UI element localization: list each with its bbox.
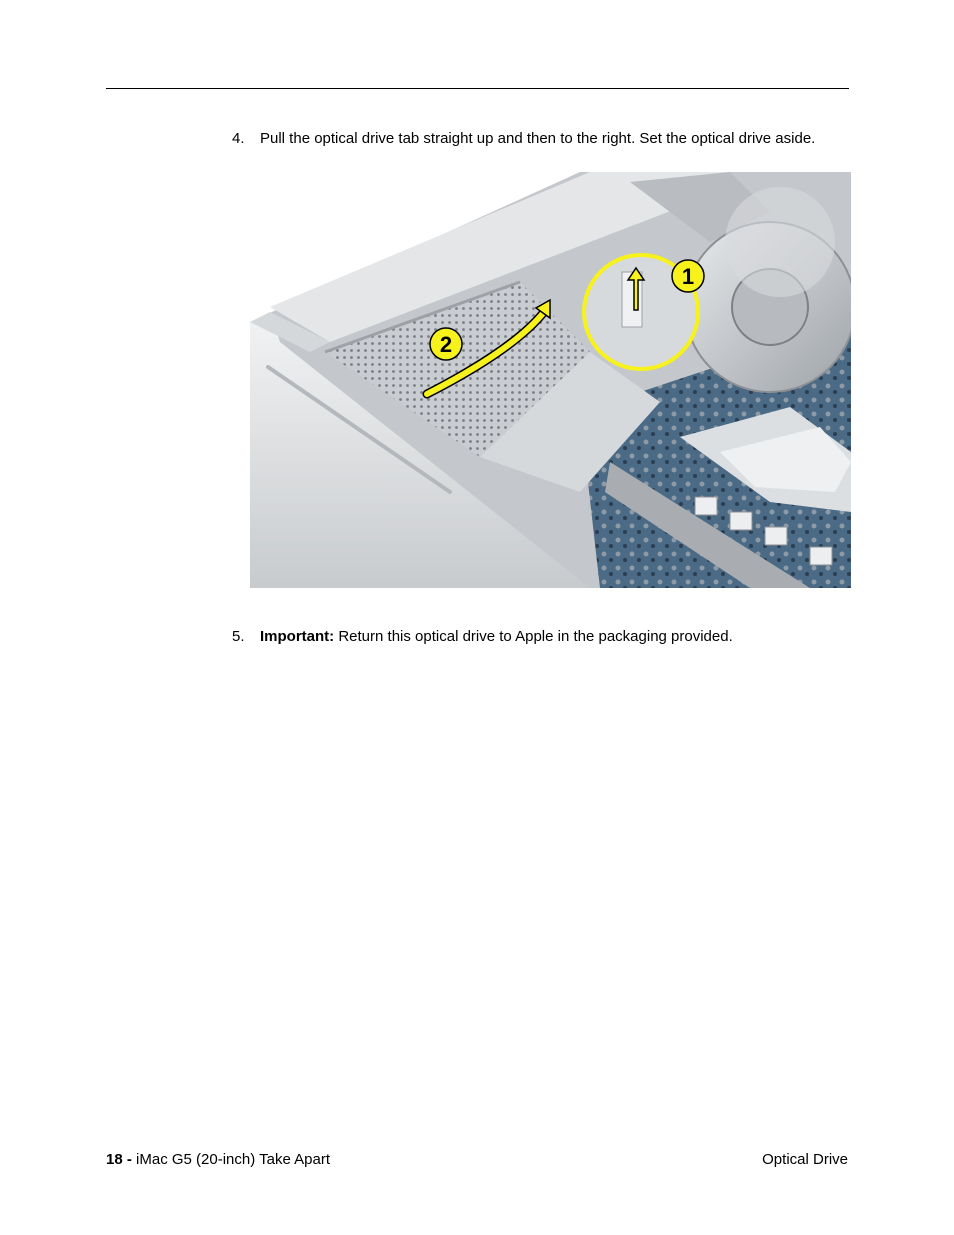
step-number: 5.	[232, 628, 245, 645]
important-label: Important:	[260, 628, 335, 645]
document-title: iMac G5 (20-inch) Take Apart	[131, 1151, 331, 1168]
section-name: Optical Drive	[762, 1151, 848, 1168]
step-text: Return this optical drive to Apple in the packaging provided.	[334, 628, 733, 645]
step-number: 4.	[232, 130, 245, 147]
step-text: Pull the optical drive tab straight up and then to the right. Set the optical drive aside.	[260, 130, 816, 147]
optical-drive-removal-photo	[250, 172, 851, 588]
page-number: 18 -	[106, 1151, 132, 1168]
callout-2: 2	[439, 332, 453, 357]
step-4	[232, 130, 815, 148]
callout-1: 1	[681, 264, 695, 289]
header-rule	[106, 88, 849, 89]
footer-left	[106, 1151, 330, 1169]
step-5	[232, 628, 733, 646]
